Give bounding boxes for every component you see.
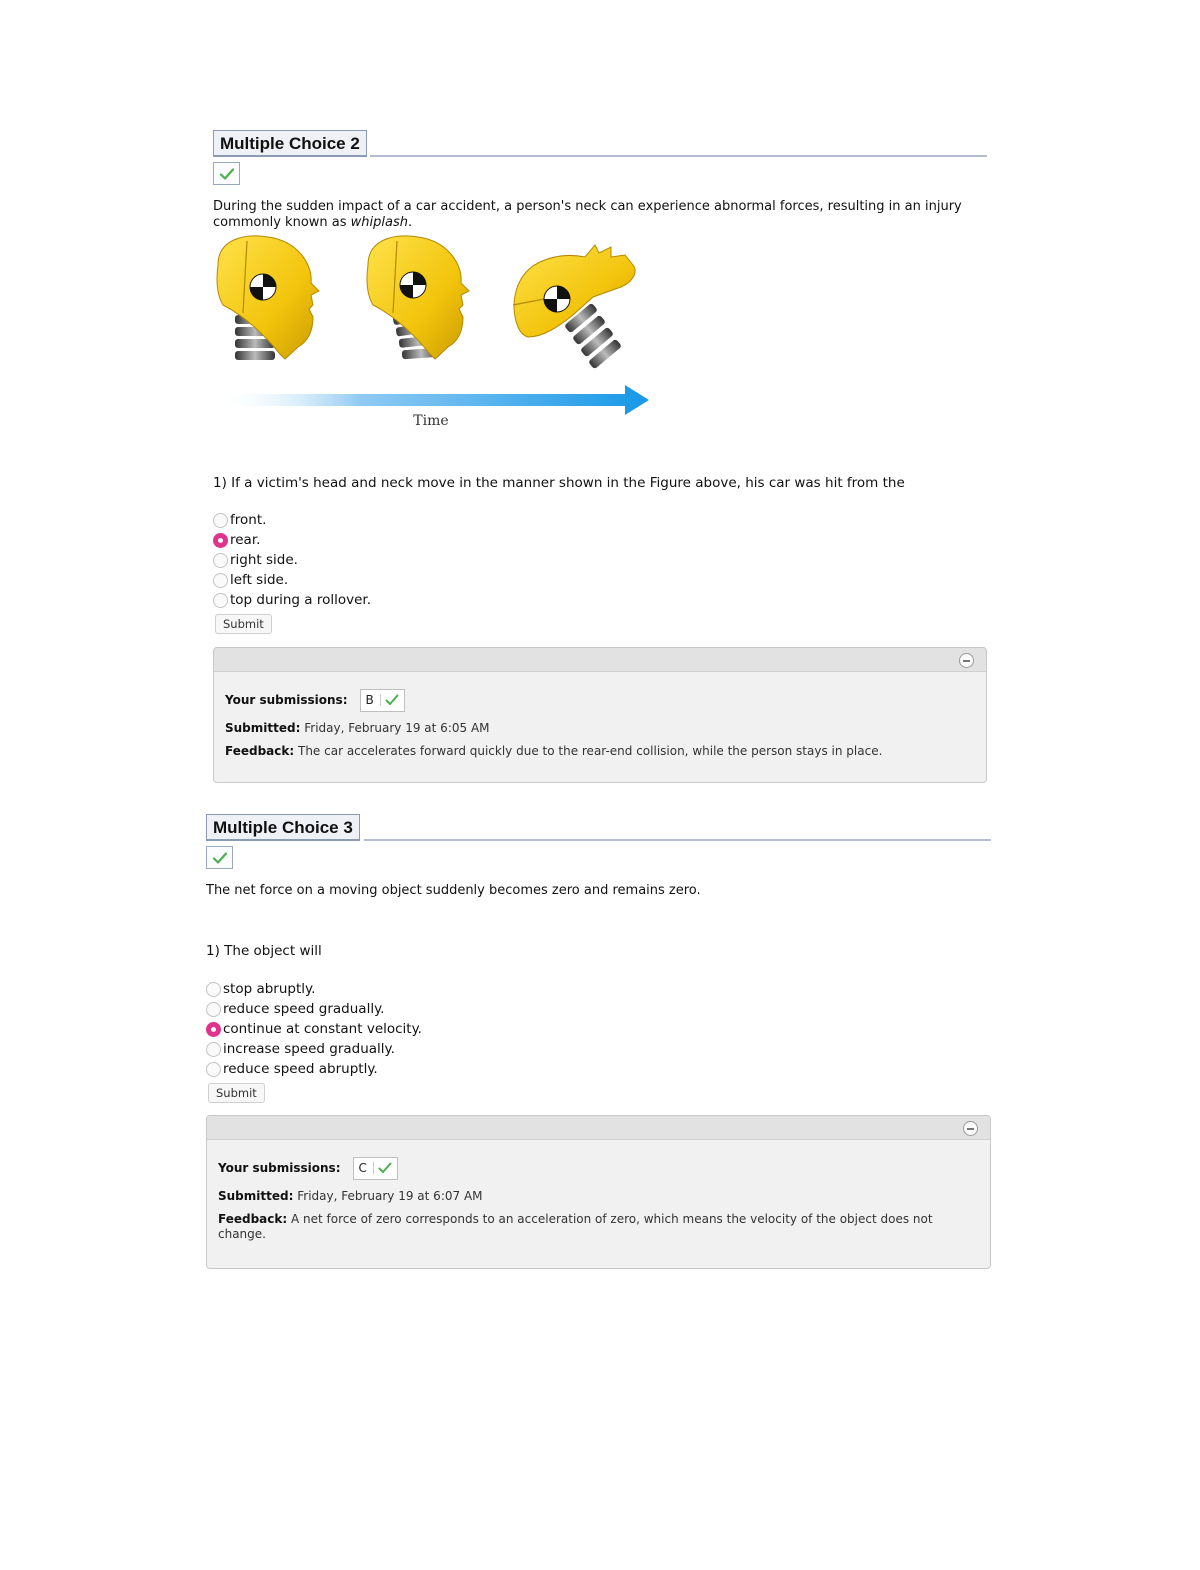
option-label: stop abruptly. (223, 981, 316, 997)
feedback-label: Feedback: (218, 1212, 288, 1226)
minus-circle-icon[interactable] (959, 653, 974, 668)
checkmark-icon (385, 694, 399, 706)
radio-button-selected[interactable] (213, 533, 228, 548)
mc2-panel-header (214, 648, 986, 672)
mc2-feedback-panel (213, 647, 987, 783)
option-label: increase speed gradually. (223, 1041, 395, 1057)
time-arrow (215, 385, 649, 415)
mc3-submissions-row (218, 1156, 979, 1180)
mc3-submit-button[interactable]: Submit (208, 1083, 265, 1103)
mc3-panel-header (207, 1116, 990, 1140)
radio-button[interactable] (206, 1042, 221, 1057)
option-label: front. (230, 512, 267, 528)
mc3-option-b[interactable] (206, 999, 991, 1019)
mc3-option-a[interactable] (206, 979, 991, 999)
minus-circle-icon[interactable] (963, 1121, 978, 1136)
submitted-label: Submitted: (218, 1189, 294, 1203)
mc3-title-row (206, 814, 991, 841)
submitted-value: Friday, February 19 at 6:05 AM (304, 721, 490, 735)
mc3-feedback-row (218, 1212, 958, 1242)
submissions-label: Your submissions: (218, 1161, 341, 1175)
option-label: reduce speed gradually. (223, 1001, 385, 1017)
checkmark-icon (219, 167, 235, 181)
mc2-intro-text: During the sudden impact of a car accident, a person's neck can experience abnormal forces, resulting in an injury commonly known as (213, 199, 962, 230)
option-label: rear. (230, 532, 261, 548)
mc2-title-row (213, 130, 987, 157)
mc3-option-e[interactable] (206, 1059, 991, 1079)
radio-button[interactable] (213, 573, 228, 588)
mc2-section (213, 130, 987, 783)
mc3-panel-body (207, 1140, 990, 1242)
mc3-title: Multiple Choice 3 (206, 814, 360, 841)
mc3-options (206, 979, 991, 1079)
mc2-option-a[interactable] (213, 510, 987, 530)
radio-button-selected[interactable] (206, 1022, 221, 1037)
mc2-option-b[interactable] (213, 530, 987, 550)
radio-button[interactable] (213, 593, 228, 608)
checkmark-icon (378, 1162, 392, 1174)
submission-value: B (365, 693, 374, 707)
dummy-head-3 (513, 245, 635, 369)
submitted-value: Friday, February 19 at 6:07 AM (297, 1189, 483, 1203)
mc2-submit-button[interactable]: Submit (215, 614, 272, 634)
mc2-panel-body (214, 672, 986, 759)
mc3-intro: The net force on a moving object suddenly becomes zero and remains zero. (206, 883, 701, 898)
radio-button[interactable] (213, 553, 228, 568)
submitted-label: Submitted: (225, 721, 301, 735)
mc2-feedback-row (225, 744, 975, 759)
submission-value: C (358, 1161, 367, 1175)
feedback-label: Feedback: (225, 744, 295, 758)
mc2-intro (213, 199, 973, 231)
mc2-submitted-row (225, 721, 975, 736)
mc2-title: Multiple Choice 2 (213, 130, 367, 157)
mc3-correct-badge (206, 846, 233, 869)
dummy-head-2 (367, 236, 469, 359)
time-axis-label: Time (413, 413, 449, 429)
radio-button[interactable] (206, 1062, 221, 1077)
mc3-feedback-panel (206, 1115, 991, 1269)
whiplash-figure (213, 235, 653, 433)
mc2-correct-badge (213, 162, 240, 185)
mc2-options (213, 510, 987, 610)
option-label: right side. (230, 552, 298, 568)
mc3-option-c[interactable] (206, 1019, 991, 1039)
option-label: top during a rollover. (230, 592, 371, 608)
radio-button[interactable] (213, 513, 228, 528)
mc2-intro-emphasis: whiplash (350, 215, 408, 230)
mc3-question: 1) The object will (206, 943, 322, 959)
submission-chip (360, 689, 405, 712)
mc2-option-c[interactable] (213, 550, 987, 570)
option-label: continue at constant velocity. (223, 1021, 422, 1037)
option-label: left side. (230, 572, 289, 588)
whiplash-illustration (213, 235, 653, 433)
mc2-option-e[interactable] (213, 590, 987, 610)
mc2-intro-end: . (407, 215, 413, 230)
mc3-option-d[interactable] (206, 1039, 991, 1059)
mc2-submissions-row (225, 688, 975, 712)
mc2-option-d[interactable] (213, 570, 987, 590)
mc2-title-rule (370, 155, 987, 157)
mc3-section (206, 814, 991, 1269)
feedback-value: A net force of zero corresponds to an acceleration of zero, which means the velocity of the object does not change. (218, 1212, 933, 1241)
feedback-value: The car accelerates forward quickly due to the rear-end collision, while the person stays in place. (298, 744, 883, 758)
radio-button[interactable] (206, 1002, 221, 1017)
mc3-submitted-row (218, 1189, 979, 1204)
option-label: reduce speed abruptly. (223, 1061, 378, 1077)
radio-button[interactable] (206, 982, 221, 997)
submissions-label: Your submissions: (225, 693, 348, 707)
submission-chip (353, 1157, 398, 1180)
mc3-title-rule (364, 839, 991, 841)
mc2-question: 1) If a victim's head and neck move in the manner shown in the Figure above, his car was hit from the (213, 475, 905, 491)
checkmark-icon (212, 851, 228, 865)
dummy-head-1 (217, 236, 319, 360)
